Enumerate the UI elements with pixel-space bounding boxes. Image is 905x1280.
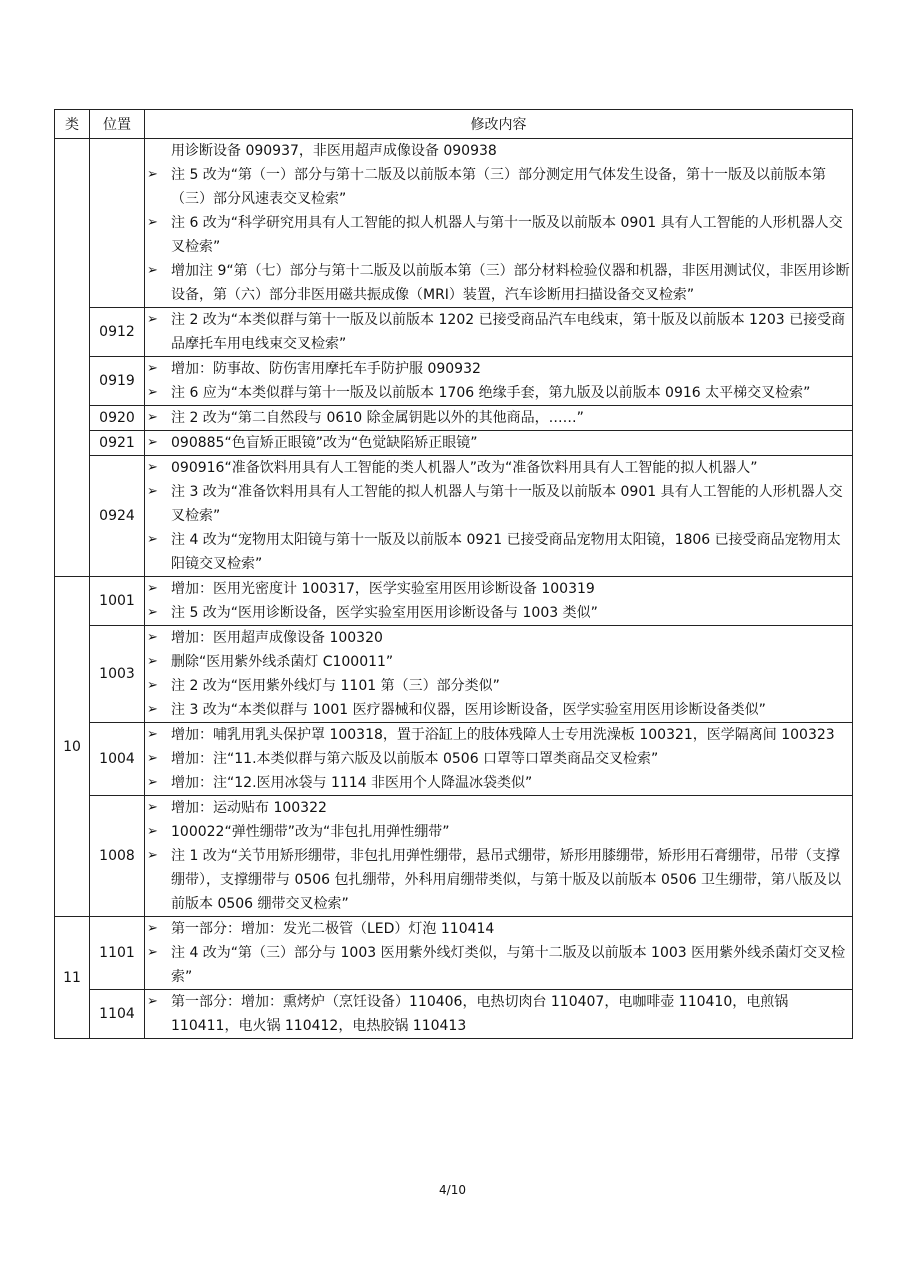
header-class: 类: [55, 110, 90, 139]
arrow-bullet-icon: ➢: [147, 361, 158, 376]
position-cell: 1003: [90, 626, 145, 723]
content-cell: [145, 577, 853, 626]
list-item: ➢ 注 4 改为“宠物用太阳镜与第十一版及以前版本 0921 已接受商品宠物用太阳镜，1806 已接受商品宠物用太阳镜交叉检索”: [145, 528, 852, 576]
list-item: ➢ 注 4 改为“第（三）部分与 1003 医用紫外线灯类似，与第十二版及以前版本 1003 医用紫外线杀菌灯交叉检索”: [145, 941, 852, 989]
arrow-bullet-icon: ➢: [147, 824, 158, 839]
position-cell: 0921: [90, 431, 145, 456]
table-row: [55, 139, 853, 308]
content-cell: [145, 917, 853, 990]
position-cell: 0924: [90, 456, 145, 577]
continued-text: 用诊断设备 090937，非医用超声成像设备 090938: [171, 143, 497, 159]
content-cell: [145, 308, 853, 357]
list-item: ➢ 注 6 应为“本类似群与第十一版及以前版本 1706 绝缘手套，第九版及以前版本 0916 太平梯交叉检索”: [145, 381, 852, 405]
arrow-bullet-icon: ➢: [147, 702, 158, 717]
arrow-bullet-icon: ➢: [147, 385, 158, 400]
table-row: [55, 917, 853, 990]
position-cell: 1001: [90, 577, 145, 626]
arrow-bullet-icon: ➢: [147, 410, 158, 425]
header-content: 修改内容: [145, 110, 853, 139]
position-cell: 1104: [90, 990, 145, 1039]
arrow-bullet-icon: ➢: [147, 215, 158, 230]
position-cell: 0912: [90, 308, 145, 357]
list-item: ➢ 增加：哺乳用乳头保护罩 100318，置于浴缸上的肢体残障人士专用洗澡板 100321，医学隔离间 100323: [145, 723, 852, 747]
table-row: [55, 723, 853, 796]
arrow-bullet-icon: ➢: [147, 775, 158, 790]
content-cell: [145, 990, 853, 1039]
arrow-bullet-icon: ➢: [147, 312, 158, 327]
class-cell: 11: [55, 917, 90, 1039]
content-cell: [145, 456, 853, 577]
table-row: [55, 406, 853, 431]
arrow-bullet-icon: ➢: [147, 921, 158, 936]
table-header-row: [55, 110, 853, 139]
class-cell: 10: [55, 577, 90, 917]
content-cell: [145, 796, 853, 917]
arrow-bullet-icon: ➢: [147, 945, 158, 960]
position-cell: [90, 139, 145, 308]
list-item: ➢ 增加：注“12.医用冰袋与 1114 非医用个人降温冰袋类似”: [145, 771, 852, 795]
list-item: ➢ 090885“色盲矫正眼镜”改为“色觉缺陷矫正眼镜”: [145, 431, 852, 455]
position-cell: 1008: [90, 796, 145, 917]
arrow-bullet-icon: ➢: [147, 727, 158, 742]
page-number: 4/10: [439, 1183, 466, 1197]
arrow-bullet-icon: ➢: [147, 678, 158, 693]
table-row: [55, 456, 853, 577]
list-item: ➢ 090916“准备饮料用具有人工智能的类人机器人”改为“准备饮料用具有人工智能的拟人机器人”: [145, 456, 852, 480]
list-item: ➢ 增加：注“11.本类似群与第六版及以前版本 0506 口罩等口罩类商品交叉检索”: [145, 747, 852, 771]
list-item: ➢ 注 2 改为“本类似群与第十一版及以前版本 1202 已接受商品汽车电线束，第十版及以前版本 1203 已接受商品摩托车用电线束交叉检索”: [145, 308, 852, 356]
list-item: ➢ 增加：医用超声成像设备 100320: [145, 626, 852, 650]
list-item: ➢ 增加：医用光密度计 100317，医学实验室用医用诊断设备 100319: [145, 577, 852, 601]
content-cell: [145, 357, 853, 406]
table-row: [55, 577, 853, 626]
content-cell: [145, 139, 853, 308]
list-item: ➢ 第一部分：增加：熏烤炉（烹饪设备）110406，电热切肉台 110407，电咖啡壶 110410，电煎锅 110411，电火锅 110412，电热胶锅 110413: [145, 990, 852, 1038]
list-item: ➢ 100022“弹性绷带”改为“非包扎用弹性绷带”: [145, 820, 852, 844]
list-item: ➢ 注 3 改为“准备饮料用具有人工智能的拟人机器人与第十一版及以前版本 0901 具有人工智能的人形机器人交叉检索”: [145, 480, 852, 528]
list-item: ➢ 注 2 改为“医用紫外线灯与 1101 第（三）部分类似”: [145, 674, 852, 698]
arrow-bullet-icon: ➢: [147, 435, 158, 450]
arrow-bullet-icon: ➢: [147, 751, 158, 766]
arrow-bullet-icon: ➢: [147, 848, 158, 863]
list-item: ➢ 第一部分：增加：发光二极管（LED）灯泡 110414: [145, 917, 852, 941]
list-item: ➢ 注 5 改为“第（一）部分与第十二版及以前版本第（三）部分测定用气体发生设备，第十一版及以前版本第（三）部分风速表交叉检索”: [145, 163, 852, 211]
position-cell: 1004: [90, 723, 145, 796]
list-item: ➢ 注 1 改为“关节用矫形绷带，非包扎用弹性绷带，悬吊式绷带，矫形用膝绷带，矫形用石膏绷带，吊带（支撑绷带），支撑绷带与 0506 包扎绷带，外科用肩绷带类似，与第十版及以前版本 0506 卫生绷带，第八版及以前版本 0506 绷带交叉检索”: [145, 844, 852, 916]
position-cell: 1101: [90, 917, 145, 990]
arrow-bullet-icon: ➢: [147, 994, 158, 1009]
table-row: [55, 796, 853, 917]
table-row: [55, 431, 853, 456]
arrow-bullet-icon: ➢: [147, 484, 158, 499]
content-cell: [145, 431, 853, 456]
arrow-bullet-icon: ➢: [147, 460, 158, 475]
list-item: ➢ 注 5 改为“医用诊断设备，医学实验室用医用诊断设备与 1003 类似”: [145, 601, 852, 625]
table-row: [55, 626, 853, 723]
header-position: 位置: [90, 110, 145, 139]
list-item: ➢ 注 6 改为“科学研究用具有人工智能的拟人机器人与第十一版及以前版本 0901 具有人工智能的人形机器人交叉检索”: [145, 211, 852, 259]
class-cell: [55, 139, 90, 577]
arrow-bullet-icon: ➢: [147, 654, 158, 669]
arrow-bullet-icon: ➢: [147, 630, 158, 645]
arrow-bullet-icon: ➢: [147, 581, 158, 596]
position-cell: 0920: [90, 406, 145, 431]
arrow-bullet-icon: ➢: [147, 532, 158, 547]
list-item: ➢ 注 3 改为“本类似群与 1001 医疗器械和仪器，医用诊断设备，医学实验室用医用诊断设备类似”: [145, 698, 852, 722]
position-cell: 0919: [90, 357, 145, 406]
list-item: ➢ 增加：防事故、防伤害用摩托车手防护服 090932: [145, 357, 852, 381]
list-item: ➢ 增加：运动贴布 100322: [145, 796, 852, 820]
content-cell: [145, 723, 853, 796]
amendment-table: [54, 109, 853, 1039]
content-cell: [145, 406, 853, 431]
arrow-bullet-icon: ➢: [147, 167, 158, 182]
list-item: ➢ 注 2 改为“第二自然段与 0610 除金属钥匙以外的其他商品，……”: [145, 406, 852, 430]
list-item: ➢ 删除“医用紫外线杀菌灯 C100011”: [145, 650, 852, 674]
table-row: [55, 308, 853, 357]
table-row: [55, 990, 853, 1039]
arrow-bullet-icon: ➢: [147, 800, 158, 815]
content-cell: [145, 626, 853, 723]
table-row: [55, 357, 853, 406]
arrow-bullet-icon: ➢: [147, 605, 158, 620]
list-item: ➢ 增加注 9“第（七）部分与第十二版及以前版本第（三）部分材料检验仪器和机器，非医用测试仪，非医用诊断设备，第（六）部分非医用磁共振成像（MRI）装置，汽车诊断用扫描设备交叉检索”: [145, 259, 852, 307]
arrow-bullet-icon: ➢: [147, 263, 158, 278]
